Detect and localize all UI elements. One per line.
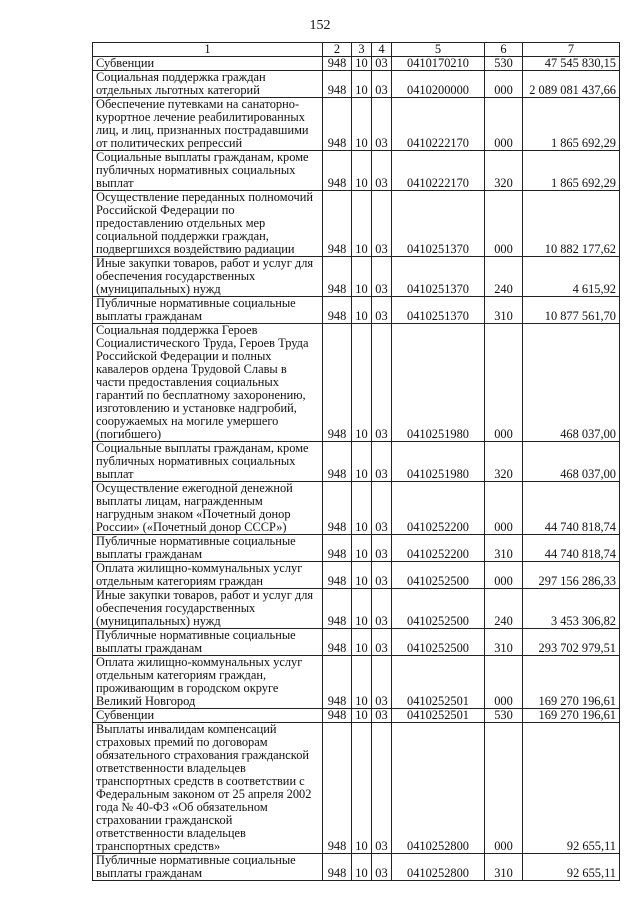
column-header: 2 [323, 43, 352, 57]
subsection-code: 03 [372, 98, 392, 151]
table-row [93, 191, 620, 257]
expense-type-code: 310 [485, 535, 523, 562]
subsection-code: 03 [372, 151, 392, 191]
ministry-code: 948 [323, 562, 352, 589]
table-row [93, 656, 620, 709]
expense-type-code: 000 [485, 98, 523, 151]
amount: 297 156 286,33 [523, 562, 620, 589]
row-description: Социальные выплаты гражданам, кроме публичных нормативных социальных выплат [93, 442, 323, 482]
section-code: 10 [352, 589, 372, 629]
subsection-code: 03 [372, 589, 392, 629]
amount: 169 270 196,61 [523, 656, 620, 709]
table-row [93, 57, 620, 71]
section-code: 10 [352, 257, 372, 297]
section-code: 10 [352, 854, 372, 881]
amount: 293 702 979,51 [523, 629, 620, 656]
subsection-code: 03 [372, 723, 392, 854]
target-article-code: 0410251370 [392, 257, 485, 297]
table-row [93, 98, 620, 151]
column-header: 4 [372, 43, 392, 57]
ministry-code: 948 [323, 324, 352, 442]
row-description: Социальные выплаты гражданам, кроме публичных нормативных социальных выплат [93, 151, 323, 191]
ministry-code: 948 [323, 71, 352, 98]
ministry-code: 948 [323, 57, 352, 71]
ministry-code: 948 [323, 151, 352, 191]
expense-type-code: 320 [485, 151, 523, 191]
amount: 92 655,11 [523, 723, 620, 854]
ministry-code: 948 [323, 482, 352, 535]
ministry-code: 948 [323, 297, 352, 324]
section-code: 10 [352, 98, 372, 151]
row-description: Иные закупки товаров, работ и услуг для обеспечения государственных (муниципальных) нужд [93, 589, 323, 629]
column-header: 5 [392, 43, 485, 57]
table-row [93, 629, 620, 656]
ministry-code: 948 [323, 709, 352, 723]
subsection-code: 03 [372, 535, 392, 562]
subsection-code: 03 [372, 442, 392, 482]
target-article-code: 0410251370 [392, 191, 485, 257]
column-header: 7 [523, 43, 620, 57]
section-code: 10 [352, 57, 372, 71]
ministry-code: 948 [323, 535, 352, 562]
subsection-code: 03 [372, 629, 392, 656]
row-description: Обеспечение путевками на санаторно-курортное лечение реабилитированных лиц, и лиц, признанных пострадавшими от политических репрессий [93, 98, 323, 151]
expense-type-code: 000 [485, 324, 523, 442]
target-article-code: 0410222170 [392, 151, 485, 191]
expense-type-code: 000 [485, 191, 523, 257]
row-description: Публичные нормативные социальные выплаты гражданам [93, 629, 323, 656]
section-code: 10 [352, 723, 372, 854]
amount: 169 270 196,61 [523, 709, 620, 723]
expense-type-code: 320 [485, 442, 523, 482]
expense-type-code: 310 [485, 854, 523, 881]
target-article-code: 0410170210 [392, 57, 485, 71]
section-code: 10 [352, 71, 372, 98]
section-code: 10 [352, 562, 372, 589]
target-article-code: 0410251370 [392, 297, 485, 324]
ministry-code: 948 [323, 723, 352, 854]
expense-type-code: 000 [485, 562, 523, 589]
column-header: 3 [352, 43, 372, 57]
target-article-code: 0410251980 [392, 442, 485, 482]
subsection-code: 03 [372, 854, 392, 881]
table-row [93, 709, 620, 723]
table-header-row [93, 43, 620, 57]
subsection-code: 03 [372, 191, 392, 257]
row-description: Оплата жилищно-коммунальных услуг отдельным категориям граждан [93, 562, 323, 589]
row-description: Выплаты инвалидам компенсаций страховых премий по договорам обязательного страхования гражданской ответственности владельцев транспортных средств в соответствии с Федеральным законом от 25 апреля 2002 года № 40-ФЗ «Об обязательном страховании гражданской ответственности владельцев транспортных средств» [93, 723, 323, 854]
table-row [93, 324, 620, 442]
section-code: 10 [352, 629, 372, 656]
subsection-code: 03 [372, 71, 392, 98]
expense-type-code: 310 [485, 297, 523, 324]
expense-type-code: 000 [485, 482, 523, 535]
expense-type-code: 240 [485, 589, 523, 629]
section-code: 10 [352, 191, 372, 257]
subsection-code: 03 [372, 709, 392, 723]
expense-type-code: 000 [485, 71, 523, 98]
section-code: 10 [352, 151, 372, 191]
row-description: Социальная поддержка Героев Социалистического Труда, Героев Труда Российской Федерации и полных кавалеров ордена Трудовой Славы в части предоставления социальных гарантий по бесплатному захоронению, изготовлению и установке надгробий, сооружаемых на могиле умершего (погибшего) [93, 324, 323, 442]
row-description: Публичные нормативные социальные выплаты гражданам [93, 297, 323, 324]
amount: 468 037,00 [523, 324, 620, 442]
target-article-code: 0410252500 [392, 629, 485, 656]
target-article-code: 0410252200 [392, 482, 485, 535]
table-row [93, 297, 620, 324]
amount: 3 453 306,82 [523, 589, 620, 629]
amount: 92 655,11 [523, 854, 620, 881]
target-article-code: 0410252501 [392, 709, 485, 723]
table-row [93, 562, 620, 589]
expense-type-code: 000 [485, 656, 523, 709]
table-row [93, 723, 620, 854]
target-article-code: 0410252200 [392, 535, 485, 562]
table-row [93, 71, 620, 98]
row-description: Иные закупки товаров, работ и услуг для обеспечения государственных (муниципальных) нужд [93, 257, 323, 297]
expense-type-code: 310 [485, 629, 523, 656]
table-row [93, 482, 620, 535]
subsection-code: 03 [372, 297, 392, 324]
section-code: 10 [352, 482, 372, 535]
ministry-code: 948 [323, 854, 352, 881]
subsection-code: 03 [372, 562, 392, 589]
section-code: 10 [352, 442, 372, 482]
amount: 2 089 081 437,66 [523, 71, 620, 98]
ministry-code: 948 [323, 98, 352, 151]
subsection-code: 03 [372, 324, 392, 442]
amount: 4 615,92 [523, 257, 620, 297]
row-description: Субвенции [93, 57, 323, 71]
ministry-code: 948 [323, 442, 352, 482]
target-article-code: 0410200000 [392, 71, 485, 98]
target-article-code: 0410222170 [392, 98, 485, 151]
row-description: Осуществление переданных полномочий Российской Федерации по предоставлению отдельных мер социальной поддержки граждан, подвергшихся воздействию радиации [93, 191, 323, 257]
section-code: 10 [352, 535, 372, 562]
amount: 468 037,00 [523, 442, 620, 482]
table-row [93, 854, 620, 881]
amount: 44 740 818,74 [523, 535, 620, 562]
expense-type-code: 000 [485, 723, 523, 854]
target-article-code: 0410252800 [392, 854, 485, 881]
ministry-code: 948 [323, 191, 352, 257]
target-article-code: 0410252501 [392, 656, 485, 709]
section-code: 10 [352, 656, 372, 709]
amount: 44 740 818,74 [523, 482, 620, 535]
row-description: Публичные нормативные социальные выплаты гражданам [93, 535, 323, 562]
amount: 10 882 177,62 [523, 191, 620, 257]
expense-type-code: 530 [485, 57, 523, 71]
column-header: 6 [485, 43, 523, 57]
table-row [93, 535, 620, 562]
target-article-code: 0410251980 [392, 324, 485, 442]
amount: 47 545 830,15 [523, 57, 620, 71]
ministry-code: 948 [323, 629, 352, 656]
subsection-code: 03 [372, 57, 392, 71]
target-article-code: 0410252500 [392, 589, 485, 629]
row-description: Осуществление ежегодной денежной выплаты лицам, награжденным нагрудным знаком «Почетный донор России» («Почетный донор СССР») [93, 482, 323, 535]
table-row [93, 442, 620, 482]
target-article-code: 0410252500 [392, 562, 485, 589]
subsection-code: 03 [372, 656, 392, 709]
table-row [93, 151, 620, 191]
row-description: Социальная поддержка граждан отдельных льготных категорий [93, 71, 323, 98]
ministry-code: 948 [323, 656, 352, 709]
amount: 1 865 692,29 [523, 151, 620, 191]
page-number: 152 [309, 18, 331, 33]
row-description: Субвенции [93, 709, 323, 723]
table-row [93, 257, 620, 297]
row-description: Публичные нормативные социальные выплаты гражданам [93, 854, 323, 881]
section-code: 10 [352, 709, 372, 723]
subsection-code: 03 [372, 257, 392, 297]
amount: 1 865 692,29 [523, 98, 620, 151]
budget-table [92, 42, 620, 881]
ministry-code: 948 [323, 589, 352, 629]
section-code: 10 [352, 297, 372, 324]
subsection-code: 03 [372, 482, 392, 535]
table-row [93, 589, 620, 629]
target-article-code: 0410252800 [392, 723, 485, 854]
column-header: 1 [93, 43, 323, 57]
section-code: 10 [352, 324, 372, 442]
amount: 10 877 561,70 [523, 297, 620, 324]
ministry-code: 948 [323, 257, 352, 297]
expense-type-code: 530 [485, 709, 523, 723]
row-description: Оплата жилищно-коммунальных услуг отдельным категориям граждан, проживающим в городском округе Великий Новгород [93, 656, 323, 709]
expense-type-code: 240 [485, 257, 523, 297]
